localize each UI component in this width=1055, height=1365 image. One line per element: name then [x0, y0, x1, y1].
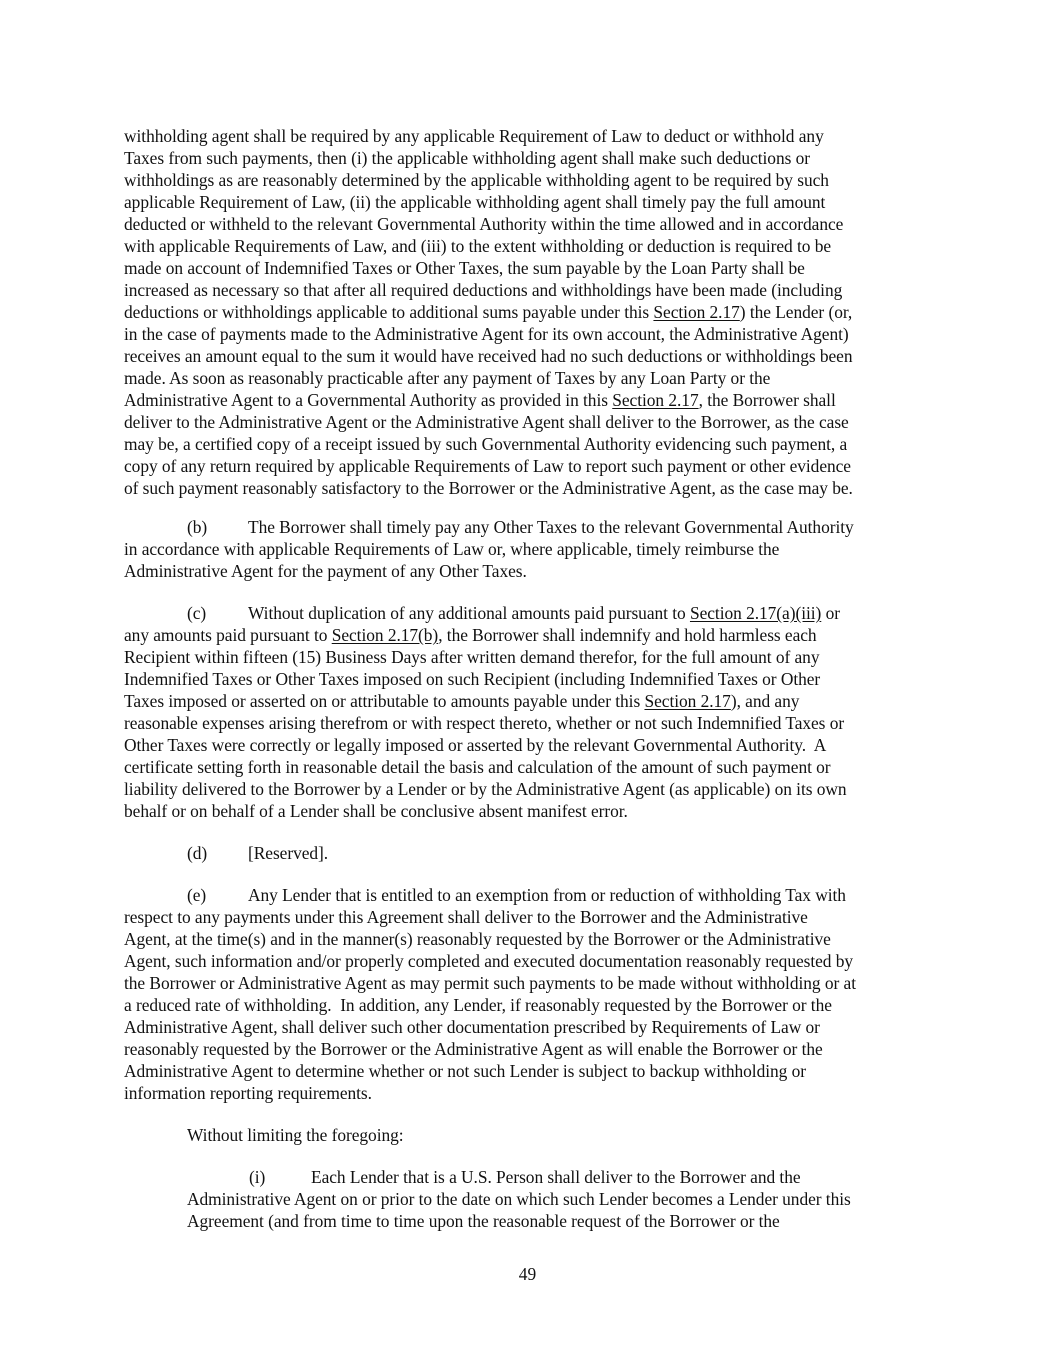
text-run: Administrative Agent for the payment of any Other Taxes. — [124, 561, 527, 581]
text-line — [124, 734, 826, 756]
text-run: made on account of Indemnified Taxes or Other Taxes, the sum payable by the Loan Party shall be — [124, 258, 805, 278]
text-run: Administrative Agent, shall deliver such other documentation prescribed by Requirements of Law or — [124, 1017, 820, 1037]
text-line — [124, 301, 852, 323]
text-line — [124, 125, 824, 147]
text-run: copy of any return required by applicable Requirements of Law to report such payment or other evidence — [124, 456, 851, 476]
text-line — [124, 389, 836, 411]
text-run: ), and any — [730, 691, 800, 711]
text-line — [124, 147, 810, 169]
page-number: 49 — [518, 1264, 537, 1284]
paragraph-label: (e) — [187, 885, 207, 905]
text-line — [124, 668, 820, 690]
text-run: respect to any payments under this Agreement shall deliver to the Borrower and the Administrative — [124, 907, 808, 927]
text-line — [124, 367, 770, 389]
text-run: Administrative Agent to determine whether or not such Lender is subject to backup withholding or — [124, 1061, 806, 1081]
text-line — [124, 690, 799, 712]
text-run: liability delivered to the Borrower by a Lender or by the Administrative Agent (as applicable) on its own — [124, 779, 847, 799]
text-run: Agent, such information and/or properly completed and executed documentation reasonably requested by — [124, 951, 854, 971]
text-run: The Borrower shall timely pay any Other Taxes to the relevant Governmental Authority — [248, 517, 854, 537]
text-run: may be, a certified copy of a receipt issued by such Governmental Authority evidencing such payment, a — [124, 434, 848, 454]
text-line — [248, 602, 840, 624]
text-run: Each Lender that is a U.S. Person shall deliver to the Borrower and the — [311, 1167, 801, 1187]
text-line — [124, 1060, 806, 1082]
text-run: with applicable Requirements of Law, and (iii) to the extent withholding or deduction is required to be — [124, 236, 832, 256]
text-line — [124, 279, 842, 301]
text-line — [124, 477, 853, 499]
text-run: in accordance with applicable Requirements of Law or, where applicable, timely reimburse the — [124, 539, 780, 559]
text-run: Other Taxes were correctly or legally imposed or asserted by the relevant Governmental Authority. A — [124, 735, 827, 755]
text-run: in the case of payments made to the Administrative Agent for its own account, the Administrative Agent) — [124, 324, 849, 344]
text-run: Administrative Agent to a Governmental Authority as provided in this — [124, 390, 613, 410]
text-run: behalf or on behalf of a Lender shall be conclusive absent manifest error. — [124, 801, 628, 821]
text-run: of such payment reasonably satisfactory to the Borrower or the Administrative Agent, as the case may be. — [124, 478, 853, 498]
text-run: made. As soon as reasonably practicable after any payment of Taxes by any Loan Party or the — [124, 368, 771, 388]
text-run: , the Borrower shall indemnify and hold harmless each — [438, 625, 817, 645]
text-line — [124, 972, 856, 994]
text-line — [124, 994, 832, 1016]
section-reference: Section 2.17 — [653, 302, 740, 322]
paragraph-label: (b) — [187, 517, 208, 537]
section-reference: Section 2.17(a)(iii) — [689, 603, 822, 623]
text-run: Taxes imposed or asserted on or attributable to amounts payable under this — [124, 691, 645, 711]
text-line — [124, 213, 843, 235]
text-run: Administrative Agent on or prior to the date on which such Lender becomes a Lender under this — [187, 1189, 851, 1209]
text-line — [124, 800, 628, 822]
text-line — [124, 624, 817, 646]
text-run: receives an amount equal to the sum it would have received had no such deductions or withholdings been — [124, 346, 853, 366]
text-line — [124, 906, 808, 928]
text-line — [124, 1016, 820, 1038]
text-run: Any Lender that is entitled to an exemption from or reduction of withholding Tax with — [248, 885, 846, 905]
text-run: certificate setting forth in reasonable detail the basis and calculation of the amount of such payment or — [124, 757, 831, 777]
text-line — [124, 712, 844, 734]
text-run: or — [821, 603, 840, 623]
section-reference: Section 2.17 — [644, 691, 731, 711]
text-line — [124, 235, 831, 257]
text-line — [248, 884, 846, 906]
text-line — [124, 191, 825, 213]
text-line — [124, 538, 779, 560]
text-line — [187, 1188, 851, 1210]
text-line — [124, 257, 805, 279]
text-run: a reduced rate of withholding. In addition, any Lender, if reasonably requested by the Borrower or the — [124, 995, 832, 1015]
text-run: deductions or withholdings applicable to additional sums payable under this — [124, 302, 654, 322]
text-run: reasonable expenses arising therefrom or with respect thereto, whether or not such Indemnified Taxes or — [124, 713, 845, 733]
paragraph-label: (d) — [187, 843, 208, 863]
text-run: Agreement (and from time to time upon the reasonable request of the Borrower or the — [187, 1211, 780, 1231]
text-run: increased as necessary so that after all required deductions and withholdings have been made (including — [124, 280, 843, 300]
text-run: Without duplication of any additional amounts paid pursuant to — [248, 603, 690, 623]
text-line — [124, 778, 847, 800]
text-run: Without limiting the foregoing: — [187, 1125, 404, 1145]
text-run: withholdings as are reasonably determined by the applicable withholding agent to be required by such — [124, 170, 829, 190]
text-run: any amounts paid pursuant to — [124, 625, 332, 645]
text-run: Recipient within fifteen (15) Business Days after written demand therefor, for the full amount of any — [124, 647, 820, 667]
text-run: withholding agent shall be required by any applicable Requirement of Law to deduct or withhold any — [124, 126, 824, 146]
text-line — [248, 842, 328, 864]
text-run: deducted or withheld to the relevant Governmental Authority within the time allowed and in accordance — [124, 214, 844, 234]
text-line — [124, 1082, 372, 1104]
text-line — [124, 345, 853, 367]
text-run: Agent, at the time(s) and in the manner(s) reasonably requested by the Borrower or the Administrative — [124, 929, 831, 949]
text-run: deliver to the Administrative Agent or the Administrative Agent shall deliver to the Borrower, as the case — [124, 412, 849, 432]
text-line — [124, 1038, 823, 1060]
text-run: reasonably requested by the Borrower or the Administrative Agent as will enable the Borrower or the — [124, 1039, 823, 1059]
section-reference: Section 2.17 — [612, 390, 699, 410]
text-line — [124, 646, 819, 668]
text-run: ) the Lender (or, — [739, 302, 853, 322]
text-run: the Borrower or Administrative Agent as may permit such payments to be made without withholding or at — [124, 973, 856, 993]
paragraph-label: (i) — [249, 1167, 266, 1187]
text-line — [187, 1210, 780, 1232]
text-line — [311, 1166, 801, 1188]
section-reference: Section 2.17(b) — [331, 625, 439, 645]
text-line — [124, 433, 847, 455]
text-line — [124, 323, 849, 345]
paragraph-label: (c) — [187, 603, 207, 623]
text-run: Indemnified Taxes or Other Taxes imposed on such Recipient (including Indemnified Taxes or Other — [124, 669, 821, 689]
text-line — [124, 950, 853, 972]
text-line — [124, 169, 829, 191]
text-line — [124, 928, 831, 950]
text-line — [248, 516, 854, 538]
text-line — [187, 1124, 404, 1146]
text-run: applicable Requirement of Law, (ii) the applicable withholding agent shall timely pay the full amount — [124, 192, 826, 212]
text-run: Taxes from such payments, then (i) the applicable withholding agent shall make such deductions or — [124, 148, 810, 168]
text-line — [124, 560, 527, 582]
text-run: [Reserved]. — [248, 843, 329, 863]
text-line — [124, 756, 831, 778]
text-run: , the Borrower shall — [698, 390, 836, 410]
text-line — [124, 455, 851, 477]
text-run: information reporting requirements. — [124, 1083, 372, 1103]
text-line — [124, 411, 849, 433]
